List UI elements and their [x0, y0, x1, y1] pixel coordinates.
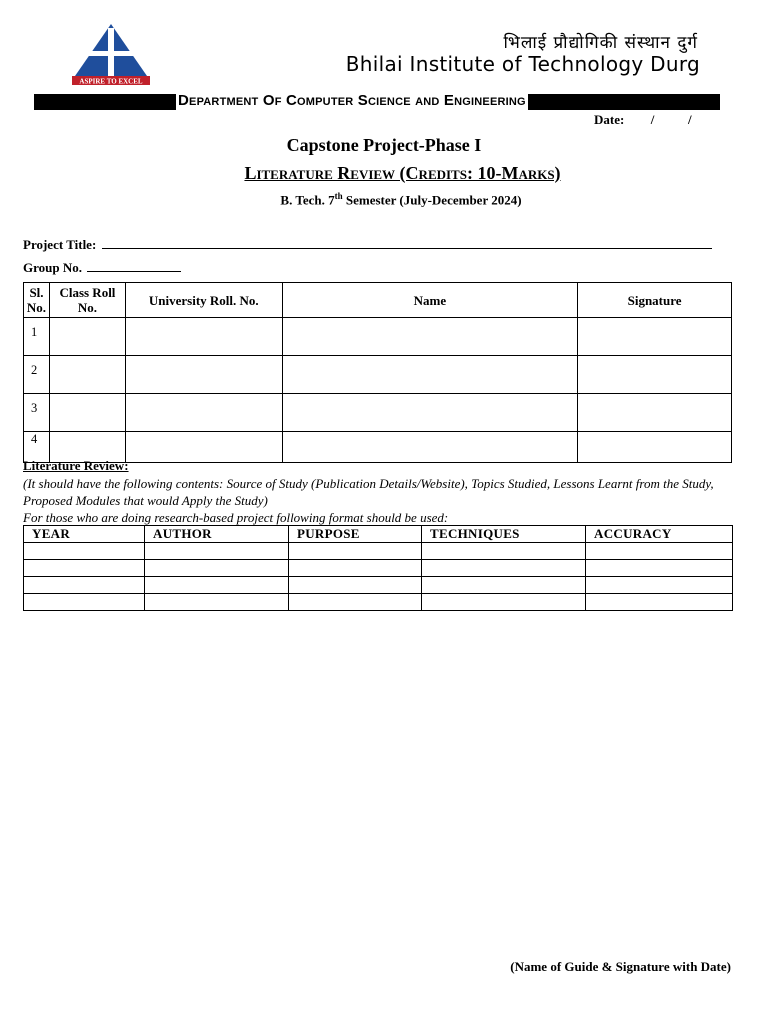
date-slash: / [650, 112, 655, 127]
literature-review-heading: Literature Review: [23, 458, 129, 473]
year-cell[interactable] [24, 594, 145, 611]
author-cell[interactable] [145, 543, 289, 560]
header-year: YEAR [24, 526, 145, 543]
header-signature: Signature [578, 283, 732, 318]
table-row [24, 594, 733, 611]
name-cell[interactable] [282, 394, 577, 432]
header-author: AUTHOR [145, 526, 289, 543]
group-no-field [23, 260, 181, 276]
institute-name: Bhilai Institute of Technology Durg [345, 52, 700, 76]
techniques-cell[interactable] [422, 577, 586, 594]
accuracy-cell[interactable] [586, 594, 733, 611]
row-number: 3 [24, 394, 50, 432]
date-slash: / [688, 112, 692, 127]
university-roll-cell[interactable] [125, 394, 282, 432]
accuracy-cell[interactable] [586, 560, 733, 577]
signature-cell[interactable] [578, 356, 732, 394]
signature-cell[interactable] [578, 432, 732, 463]
institute-logo [68, 22, 154, 86]
year-cell[interactable] [24, 543, 145, 560]
project-title-blank[interactable] [102, 238, 712, 249]
accuracy-cell[interactable] [586, 543, 733, 560]
department-name: Department Of Computer Science and Engineering [178, 92, 526, 109]
header-purpose: PURPOSE [289, 526, 422, 543]
table-row [24, 543, 733, 560]
header-class-roll: Class Roll No. [49, 283, 125, 318]
signature-cell[interactable] [578, 394, 732, 432]
author-cell[interactable] [145, 577, 289, 594]
author-cell[interactable] [145, 560, 289, 577]
purpose-cell[interactable] [289, 577, 422, 594]
class-roll-cell[interactable] [49, 356, 125, 394]
group-no-blank[interactable] [87, 261, 181, 272]
university-roll-cell[interactable] [125, 318, 282, 356]
purpose-cell[interactable] [289, 543, 422, 560]
header-techniques: TECHNIQUES [422, 526, 586, 543]
project-title-label: Project Title: [23, 237, 97, 252]
year-cell[interactable] [24, 560, 145, 577]
table-row [24, 394, 732, 432]
header-university-roll: University Roll. No. [125, 283, 282, 318]
review-header-row [24, 526, 733, 543]
group-no-label: Group No. [23, 260, 82, 275]
purpose-cell[interactable] [289, 594, 422, 611]
name-cell[interactable] [282, 356, 577, 394]
page-subtitle: Literature Review (Credits: 10-Marks) [244, 163, 561, 183]
university-roll-cell[interactable] [125, 432, 282, 463]
row-number: 1 [24, 318, 50, 356]
techniques-cell[interactable] [422, 543, 586, 560]
signature-cell[interactable] [578, 318, 732, 356]
literature-review-table [23, 525, 733, 611]
table-row [24, 318, 732, 356]
institute-name-hindi: भिलाई प्रौद्योगिकी संस्थान दुर्ग [503, 33, 698, 53]
literature-review-instructions [23, 475, 743, 526]
members-table [23, 282, 732, 463]
techniques-cell[interactable] [422, 594, 586, 611]
project-title-field [23, 237, 712, 253]
accuracy-cell[interactable] [586, 577, 733, 594]
table-row [24, 577, 733, 594]
table-row [24, 560, 733, 577]
semester-suffix: Semester (July-December 2024) [342, 192, 522, 208]
row-number: 2 [24, 356, 50, 394]
header-name: Name [282, 283, 577, 318]
year-cell[interactable] [24, 577, 145, 594]
date-label: Date: [594, 112, 625, 127]
guide-signature-label: (Name of Guide & Signature with Date) [510, 959, 731, 974]
class-roll-cell[interactable] [49, 394, 125, 432]
semester-prefix: B. Tech. 7 [280, 192, 335, 208]
header-sl-no: Sl. No. [24, 283, 50, 318]
purpose-cell[interactable] [289, 560, 422, 577]
name-cell[interactable] [282, 432, 577, 463]
semester-sup: th [334, 191, 343, 201]
row-number: 4 [24, 432, 50, 463]
name-cell[interactable] [282, 318, 577, 356]
date-field [594, 112, 707, 128]
research-format-note: For those who are doing research-based project following format should be used: [23, 510, 449, 525]
literature-review-description: (It should have the following contents: Source of Study (Publication Details/Website), Topics Studied, Lessons Learnt from the Study, Proposed Modules that would Apply the Study) [23, 476, 714, 508]
table-row [24, 356, 732, 394]
author-cell[interactable] [145, 594, 289, 611]
members-header-row [24, 283, 732, 318]
semester-line [0, 191, 768, 208]
logo-motto: ASPIRE TO EXCEL [79, 77, 143, 86]
table-row [24, 432, 732, 463]
class-roll-cell[interactable] [49, 318, 125, 356]
header-accuracy: ACCURACY [586, 526, 733, 543]
techniques-cell[interactable] [422, 560, 586, 577]
page-title: Capstone Project-Phase I [286, 135, 482, 155]
university-roll-cell[interactable] [125, 356, 282, 394]
